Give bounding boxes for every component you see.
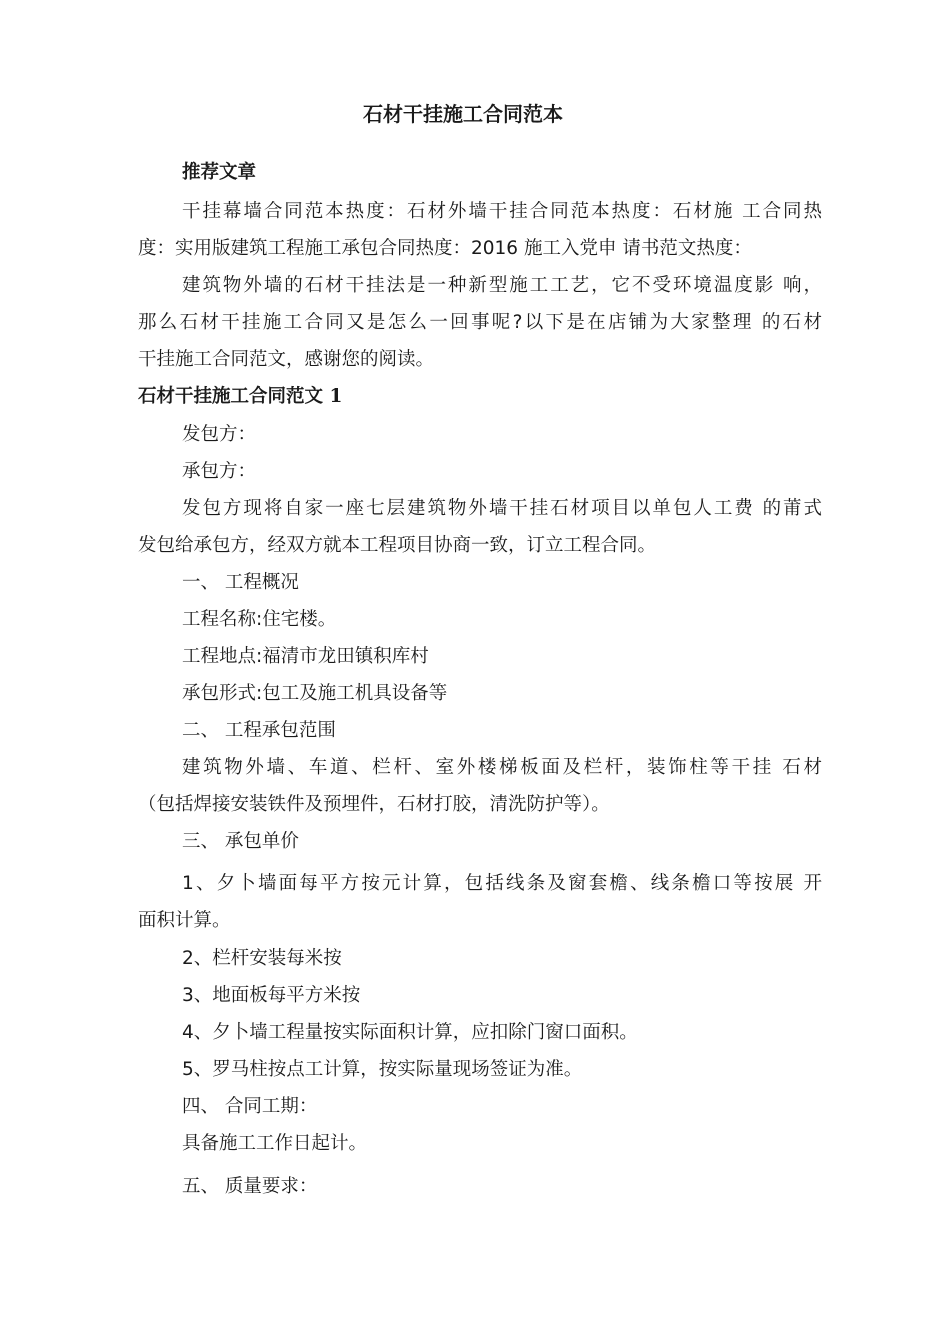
contract-form: 承包形式:包工及施工机具设备等 [182, 683, 448, 704]
price-item-3: 3、地面板每平方米按 [182, 985, 361, 1006]
party-b-label: 承包方： [182, 461, 257, 482]
intro-line-2: 那么石材干挂施工合同又是怎么一回事呢?以下是在店铺为大家整理 的石材 [138, 312, 822, 333]
price-item-5: 5、罗马柱按点工计算，按实际量现场签证为准。 [182, 1059, 583, 1080]
section-heading: 石材干挂施工合同范文 1 [138, 386, 343, 407]
section-4-heading: 四、 合同工期： [182, 1096, 318, 1117]
section-5-heading: 五、 质量要求： [182, 1176, 318, 1197]
price-item-2: 2、栏杆安装每米按 [182, 948, 342, 969]
price-item-1-line-1: 1、夕卜墙面每平方按元计算，包括线条及窗套檐、线条檐口等按展 开 [182, 873, 822, 894]
recommended-heading: 推荐文章 [182, 162, 257, 183]
paragraph-1-line-1: 发包方现将自家一座七层建筑物外墙干挂石材项目以单包人工费 的莆式 [182, 498, 822, 519]
recommended-line-2: 度：实用版建筑工程施工承包合同热度：2016 施工入党申 请书范文热度： [138, 238, 752, 259]
project-location: 工程地点:福清市龙田镇积库村 [182, 646, 429, 667]
party-a-label: 发包方： [182, 424, 257, 445]
recommended-line-1: 干挂幕墙合同范本热度：石材外墙干挂合同范本热度：石材施 工合同热 [182, 201, 822, 222]
paragraph-1-line-2: 发包给承包方，经双方就本工程项目协商一致，订立工程合同。 [138, 535, 657, 556]
section-2-line-1: 建筑物外墙、车道、栏杆、室外楼梯板面及栏杆，装饰柱等干挂 石材 [182, 757, 822, 778]
section-1-heading: 一、 工程概况 [182, 572, 299, 593]
intro-line-3: 干挂施工合同范文，感谢您的阅读。 [138, 349, 435, 370]
price-item-1-line-2: 面积计算。 [138, 910, 231, 931]
section-2-heading: 二、 工程承包范围 [182, 720, 336, 741]
intro-line-1: 建筑物外墙的石材干挂法是一种新型施工工艺，它不受环境温度影 响， [182, 275, 822, 296]
section-4-text: 具备施工工作日起计。 [182, 1133, 368, 1154]
section-3-heading: 三、 承包单价 [182, 831, 299, 852]
section-2-line-2: （包括焊接安装铁件及预埋件，石材打胶，清洗防护等）。 [138, 794, 610, 815]
document-title: 石材干挂施工合同范本 [363, 102, 563, 126]
price-item-4: 4、夕卜墙工程量按实际面积计算，应扣除门窗口面积。 [182, 1022, 638, 1043]
project-name: 工程名称:住宅楼。 [182, 609, 337, 630]
